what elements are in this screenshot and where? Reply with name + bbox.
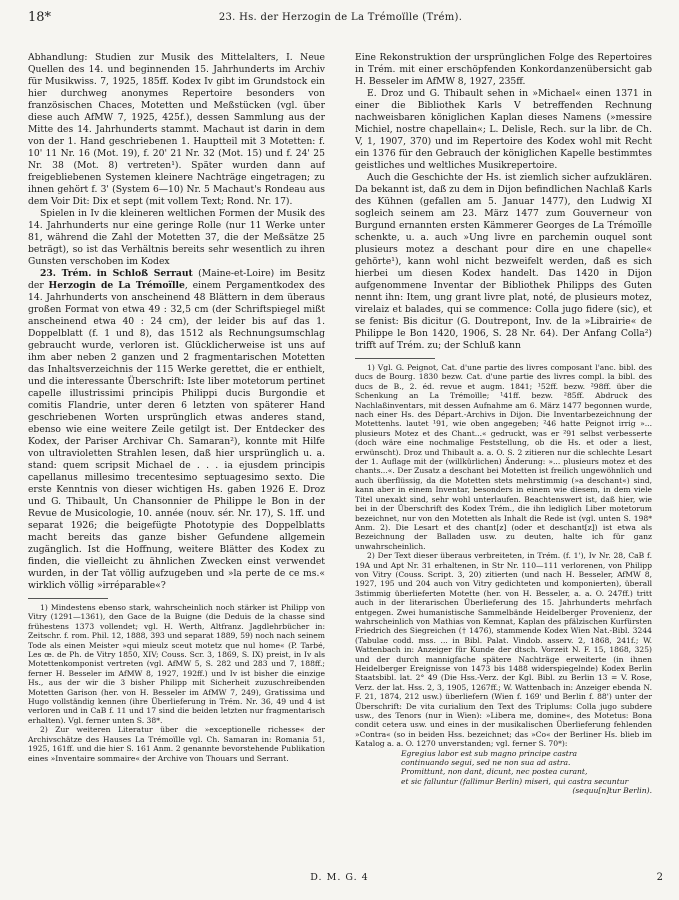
entry-location: in Schloß Serraut bbox=[96, 268, 193, 279]
page-number: 18* bbox=[28, 10, 52, 25]
footnote: 1) Mindestens ebenso stark, wahrscheinlich noch stärker ist Philipp von Vitry (1291—1361), den Gace de la Buigne (die Deduis de la chasse sind frühestens 1373 vollendet; vgl. H. Werth, Altfranz. Jagdlehrbücher in: Zeitschr. f. rom. Phil. 12, 1888, 393 und separat 1889, 59) noch nach seinem Tode als einen Meister »qui mieulz sceut motetz que nul home« (P. Tarbé, Les œ. de Ph. de Vitry 1850, XIV; Couss. Scr. 3, 1869, S. IX) preist, in Iv als Motettenkomponist vertreten (vgl. AfMW 5, S. 282 und 283 und 7, 188ff.; ferner H. Besseler im AfMW 8, 1927, 192ff.) und Iv ist bisher die einzige Hs., aus der wir die 3 bisher Philipp mit Sicherheit zuzuschreibenden Motetten Garison (her. von H. Besseler im AfMW 7, 249), Gratissima und Hugo vollständig kennen (ihre Überlieferung in Trém. Nr. 36, 49 und 4 ist verloren und in CaB f. 11 und 17 sind die beiden letzten nur fragmentarisch erhalten). Vgl. ferner unten S. 38*. bbox=[28, 603, 325, 725]
running-head: 23. Hs. der Herzogin de La Trémoïlle (Trém). bbox=[218, 12, 463, 23]
paragraph: Spielen in Iv die kleineren weltlichen Formen der Musik des 14. Jahrhunderts nur eine geringe Rolle (nur 11 Werke unter 81, während die Zahl der Motetten 37, die der Meßsätze 25 beträgt), so ist das Verhältnis bereits sehr wesentlich zu ihren Gunsten verschoben im Kodex bbox=[28, 208, 325, 267]
latin-verse: continuando segui, sed ne non sua ad astra. bbox=[401, 758, 571, 768]
paragraph: E. Droz und G. Thibault sehen in »Michael« einen 1371 in einer die Bibliothek Karls V betreffenden Rechnung nachweisbaren königlichen Kaplan dieses Namens (»messire Michiel, nostre chapellain«; L. Delisle, Rech. sur la libr. de Ch. V, 1, 1907, 370) und im Repertoire des Kodex wohl mit Recht ein 1376 für den Gebrauch der königlichen Kapelle bestimmtes geistliches und weltliches Musikrepertoire. bbox=[355, 88, 652, 171]
footnote: 1) Vgl. G. Peignot, Cat. d'une partie des livres composant l'anc. bibl. des ducs de Bourg. 1830 bezw. Cat. d'une partie des livres compl. la bibl. des ducs de B., 2. éd. revue et augm. 1841; ¹52ff. bezw. ²98ff. über die Schenkung an La Trémoïlle; ¹41ff. bezw. ²85ff. Abdruck des Nachlaßinventars, mit dessen Aufnahme am 6. März 1477 begonnen wurde, nach einer Hs. des Départ.-Archivs in Dijon. Die Inventarbezeichnung der Motettenhs. lautet ¹91, wie oben angegeben; ²46 hatte Peignot irrig »... plusieurs Motez et des Chant...« gedruckt, was er ²91 selbst verbesserte (doch wäre eine nochmalige Feststellung, ob die Hs. et oder a liest, erwünscht). Droz und Thibault a. a. O. S. 2 zitieren nur die schlechte Lesart der 1. Auflage mit der (willkürlichen) Änderung: »... plusieurs motez et des chants...«. Der Zusatz a deschant bei Motetten ist freilich ungewöhnlich und auch überflüssig, da die Motetten stets mehrstimmig (»a deschant«) sind, kann aber in einem Inventar, besonders in einem wie diesem, in dem viele Titel unexakt sind, sehr wohl unterlaufen. Beachtenswert ist, daß hier, wie bei in der Überschrift des Kodex Trém., die ihn lediglich Liber motetorum bezeichnet, nur von den Motetten als Inhalt die Rede ist (vgl. unten S. 198* Anm. 2). Die Lesart et des chant[z] (oder et deschant[z]) ist etwa als Bezeichnung der Balladen usw. zu deuten, halte ich für ganz unwahrscheinlich. bbox=[355, 363, 652, 551]
footnote-rule bbox=[28, 598, 108, 599]
latin-verse: Egregius labor est sub magno principe castra bbox=[401, 748, 577, 758]
entry-paragraph bbox=[28, 268, 325, 592]
paragraph: Auch die Geschichte der Hs. ist ziemlich sicher aufzuklären. Da bekannt ist, daß zu dem in Dijon befindlichen Nachlaß Karls des Kühnen (gefallen am 5. Januar 1477), den Ludwig XI sogleich seinem am 23. März 1477 zum Gouverneur von Burgund ernannten ersten Kämmerer Georges de La Trémoïlle schenkte, u. a. auch »Ung livre en parchemin ouquel sont plusieurs motez a deschant pour dire en une chapelle« gehörte¹), kann wohl nicht bezweifelt werden, daß es sich hierbei um diesen Kodex handelt. Das 1420 in Dijon aufgenommene Inventar der Bibliothek Philipps des Guten nennt ihn: Item, ung grant livre plat, noté, de plusieurs motez, virelaiz et balades, qui se commence: Colla jugo fidere (sic), et se fenist: Bis dicitur (G. Doutrepont, Inv. de la »Librairie« de Philippe le Bon 1420, 1906, S. 28 Nr. 64). Der Anfang Colla²) trifft auf Trém. zu; der Schluß kann bbox=[355, 172, 652, 351]
right-column bbox=[355, 52, 652, 872]
footnote: 2) Der Text dieser überaus verbreiteten, in Trém. (f. 1'), Iv Nr. 28, CaB f. 19A und Apt Nr. 31 erhaltenen, in Str Nr. 110—111 verlorenen, von Philipp von Vitry (Couss. Script. 3, 20) zitierten (und nach H. Besseler, AfMW 8, 1927, 195 und 204 auch von Vitry gedichteten und komponierten), überall 3stimmig überlieferten Motette (her. von H. Besseler, a. a. O. 247ff.) tritt auch in der literarischen Überlieferung des 15. Jahrhunderts mehrfach entgegen. Zwei humanistische Sammelbände Heidelberger Provenienz, der wahrscheinlich von Mathias von Kemnat, Kaplan des pfälzischen Kurfürsten Friedrich des Siegreichen († 1476), stammende Kodex Wien Nat.-Bibl. 3244 (Tabulae codd. mss. ... in Bibl. Palat. Vindob. asserv. 2, 1868, 241f.; W. Wattenbach in: Anzeiger für Kunde der dtsch. Vorzeit N. F. 15, 1868, 325) und der durch mannigfache spätere Nachträge erweiterte (in ihnen Heidelberger Ereignisse von 1473 bis 1488 widerspiegelnde) Kodex Berlin Staatsbibl. lat. 2° 49 (Die Hss.-Verz. der Kgl. Bibl. zu Berlin 13 = V. Rose, Verz. der lat. Hss. 2, 3, 1905, 1267ff.; W. Wattenbach in: Anzeiger ebenda N. F. 21, 1874, 212 usw.) überliefern (Wien f. 169' und Berlin f. 88') unter der Überschrift: De vita curialium den Text des Triplums: Colla jugo subdere usw., des Tenors (nur in Wien): »Libera me, domine«, des Motetus: Bona condit cetera usw. und eines in der musikalischen Überlieferung fehlenden »Contra« (so in beiden Hss. bezeichnet; das »Co« der Berliner Hs. blieb im Katalog a. a. O. 1270 unverstanden; vgl. ferner S. 70*): bbox=[355, 551, 652, 749]
entry-number: 23. Trém. bbox=[40, 268, 92, 279]
paragraph: Eine Rekonstruktion der ursprünglichen Folge des Repertoires in Trém. mit einer erschöpfenden Konkordanzenübersicht gab H. Besseler im AfMW 8, 1927, 235ff. bbox=[355, 52, 652, 87]
entry-text: , einem Pergamentkodex des 14. Jahrhunderts von anscheinend 48 Blättern in dem überaus großen Format von etwa 49 : 32,5 cm (der Schriftspiegel mißt anscheinend etwa 40 : 24 cm), der leider bis auf das 1. Doppelblatt (f. 1 und 8), das 1512 als Rechnungsumschlag gebraucht wurde, verloren ist. Glücklicherweise ist uns auf ihm aber neben 2 ganzen und 2 fragmentarischen Motetten das Inhaltsverzeichnis der 115 Werke gerettet, die er enthielt, und die interessante Überschrift: Iste liber motetorum pertinet capelle illustrissimi principis Philippi ducis Burgondie et comitis Flandrie, unter deren 6 letzten von späterer Hand geschriebenen Worten ursprünglich etwas anderes stand, ebenso wie eine weitere Zeile getilgt ist. Der Entdecker des Kodex, der Pariser Archivar Ch. Samaran²), konnte mit Hilfe von ultravioletten Strahlen lesen, daß hier ursprünglich u. a. stand: quem scripsit Michael de . . . ia ejusdem principis capellanus millesimo trecentesimo septuagesimo sexto. Die erste Kenntnis von dieser wichtigen Hs. gaben 1926 E. Droz und G. Thibault, Un Chansonnier de Philippe le Bon in der Revue de Musicologie, 10. année (nouv. sér. Nr. 17), S. 1ff. und separat 1926; die beigefügte Phototypie des Doppelblatts macht bereits das ganze bisher Gefundene allgemein zugänglich. Ist die Hoffnung, weitere Blätter des Kodex zu finden, die vielleicht zu ähnlichen Zwecken einst verwendet wurden, in der Tat völlig aufzugeben und »la perte de ce ms.« wirklich völlig »irréparable«? bbox=[28, 280, 325, 591]
footnote-rule bbox=[355, 358, 435, 359]
paragraph: Abhandlung: Studien zur Musik des Mittelalters, I. Neue Quellen des 14. und beginnenden 15. Jahrhunderts im Archiv für Musikwiss. 7, 1925, 185ff. Kodex Iv gibt im Grundstock ein hier durchweg anonymes Repertoire besonders von französischen Chaces, Motetten und Meßstücken (vgl. über diese auch AfMW 7, 1925, 425f.), dessen Sammlung aus der Mitte des 14. Jahrhunderts stammt. Machaut ist darin in dem von der 1. Hand geschriebenen 1. Hauptteil mit 3 Motetten: f. 10' 11 Nr. 16 (Mot. 19), f. 20' 21 Nr. 32 (Mot. 15) und f. 24' 25 Nr. 38 (Mot. 8) vertreten¹). Später wurden dann auf freigebliebenen Systemen kleinere Nachträge eingetragen; zu ihnen gehört f. 3' (System 6—10) Nr. 5 Machaut's Rondeau aus dem Voir Dit: Dix et sept (mit vollem Text; Rond. Nr. 17). bbox=[28, 52, 325, 207]
left-column bbox=[28, 52, 325, 872]
sheet-number: 2 bbox=[656, 872, 663, 883]
signature-mark: D. M. G. 4 bbox=[310, 872, 369, 883]
page-header bbox=[28, 10, 653, 28]
entry-owner: Herzogin de La Trémoïlle bbox=[48, 280, 185, 291]
entry-text: (Maine-et-Loire) im Besitz der bbox=[28, 268, 325, 291]
latin-verse: (sequu[n]tur Berlin). bbox=[572, 786, 652, 796]
latin-verse: et sic falluntur (fallimur Berlin) miseri, qui castra secuntur bbox=[401, 776, 629, 786]
footnote: 2) Zur weiteren Literatur über die »exceptionelle richesse« der Archivschätze des Hauses La Trémoïlle vgl. Ch. Samaran in: Romania 51, 1925, 161ff. und die hier S. 161 Anm. 2 genannte bevorstehende Publikation eines »Inventaire sommaire« der Archive von Thouars und Serrant. bbox=[28, 725, 325, 763]
latin-verse: Promittunt, non dant, dicunt, nec postea curant, bbox=[401, 767, 588, 777]
